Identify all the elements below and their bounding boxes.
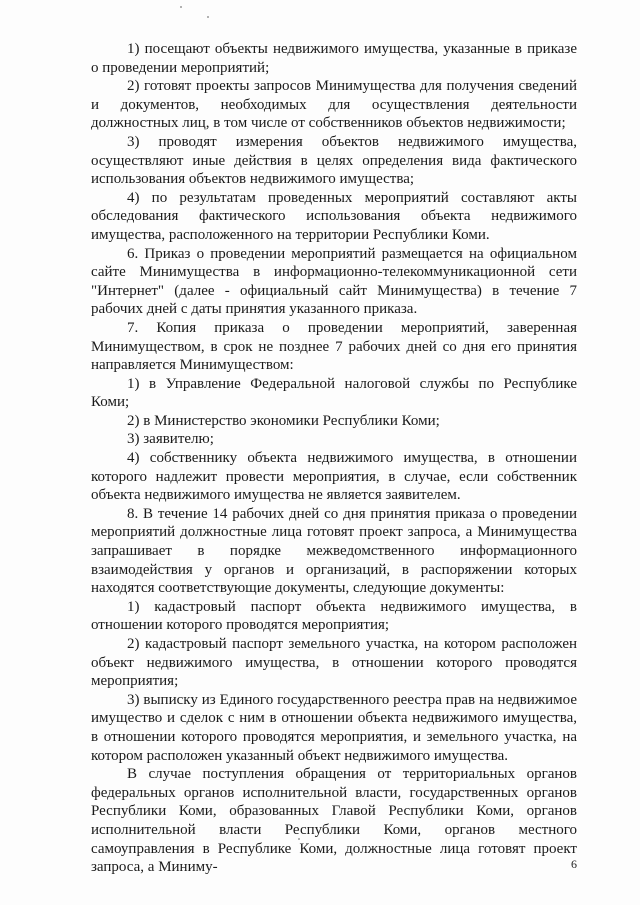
paragraph-recipient-1: 1) в Управление Федеральной налоговой службы по Республике Коми; <box>91 375 577 411</box>
paragraph-recipient-4: 4) собственнику объекта недвижимого имущества, в отношении которого надлежит провести мероприятия, в случае, если собственник объекта недвижимого имущества не является заявителем. <box>91 450 577 504</box>
paragraph-document-2: 2) кадастровый паспорт земельного участка, на котором расположен объект недвижимого имущества, в отношении которого проводятся мероприятия; <box>91 636 577 690</box>
page-number: 6 <box>571 857 577 871</box>
paragraph-item-1: 1) посещают объекты недвижимого имущества, указанные в приказе о проведении мероприятий; <box>91 41 577 76</box>
paragraph-document-1: 1) кадастровый паспорт объекта недвижимого имущества, в отношении которого проводятся мероприятия; <box>91 598 577 634</box>
scan-speck <box>207 16 209 18</box>
scan-speck <box>298 838 300 840</box>
paragraph-document-3: 3) выписку из Единого государственного реестра прав на недвижимое имущество и сделок с ним в отношении объекта недвижимого имущества, в отношении которого проводятся мероприятия, и земельного участка, на котором расположен указанный объект недвижимого имущества. <box>91 691 577 764</box>
paragraph-federal-request: В случае поступления обращения от территориальных органов федеральных органов исполнительной власти, государственных органов Республики Коми, образованных Главой Республики Коми, органов исполнительной власти Республики Коми, органов местного самоуправления в Республике Коми, должностные лица готовят проект запроса, а Миниму- <box>91 766 577 876</box>
document-body <box>91 40 577 877</box>
paragraph-clause-7: 7. Копия приказа о проведении мероприятий, заверенная Минимуществом, в срок не позднее 7 рабочих дней со дня его принятия направляется Минимуществом: <box>91 319 577 374</box>
paragraph-item-2: 2) готовят проекты запросов Минимущества для получения сведений и документов, необходимых для осуществления деятельности должностных лиц, в том числе от собственников объектов недвижимости; <box>91 78 577 132</box>
paragraph-recipient-3: 3) заявителю; <box>127 431 214 448</box>
paragraph-clause-6: 6. Приказ о проведении мероприятий размещается на официальном сайте Минимущества в информационно-телекоммуникационной сети "Интернет" (далее - официальный сайт Минимущества) в течение 7 рабочих дней с даты принятия указанного приказа. <box>91 245 577 318</box>
paragraph-item-4: 4) по результатам проведенных мероприятий составляют акты обследования фактического использования объекта недвижимого имущества, расположенного на территории Республики Коми. <box>91 189 577 243</box>
paragraph-item-3: 3) проводят измерения объектов недвижимого имущества, осуществляют иные действия в целях определения вида фактического использования объектов недвижимого имущества; <box>91 133 577 188</box>
scan-speck <box>180 6 182 8</box>
paragraph-clause-8: 8. В течение 14 рабочих дней со дня принятия приказа о проведении мероприятий должностные лица готовят проект запроса, а Минимущества запрашивает в порядке межведомственного информационного взаимодействия у органов и организаций, в распоряжении которых находятся соответствующие документы, следующие документы: <box>91 505 577 597</box>
paragraph-recipient-2: 2) в Министерство экономики Республики Коми; <box>127 412 440 429</box>
